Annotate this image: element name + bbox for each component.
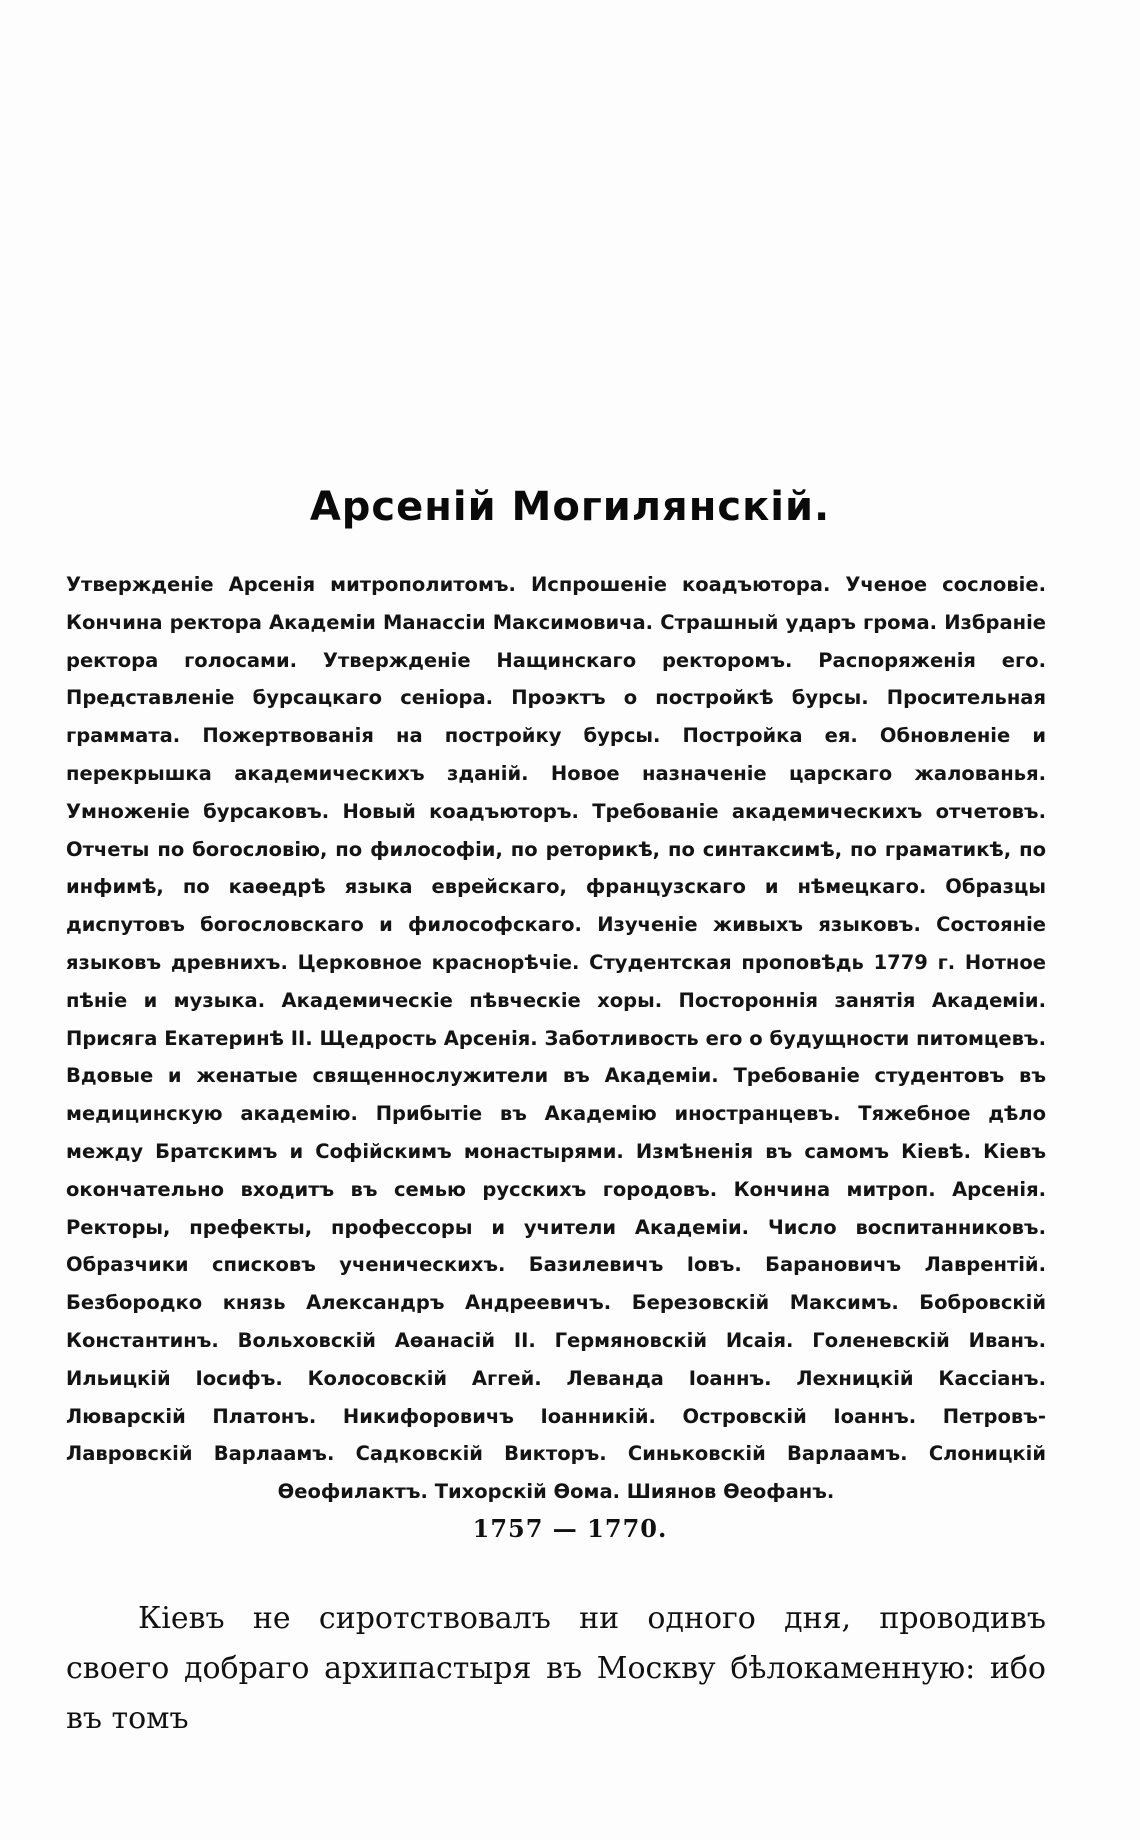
- body-paragraph: Кіевъ не сиротствовалъ ни одного дня, проводивъ своего добраго архипастыря въ Москву бѣлокаменную: ибо въ томъ: [66, 1601, 1046, 1736]
- chapter-summary: Утвержденіе Арсенія митрополитомъ. Испрошеніе коадъютора. Ученое сословіе. Кончина ректора Академіи Манассіи Максимовича. Страшный ударъ грома. Избраніе ректора голосами. Утвержденіе Нащинскаго ректоромъ. Распоряженія его. Представленіе бурсацкаго сеніора. Проэктъ о постройкѣ бурсы. Просительная граммата. Пожертвованія на постройку бурсы. Постройка ея. Обновленіе и перекрышка академическихъ зданій. Новое назначеніе царскаго жалованья. Умноженіе бурсаковъ. Новый коадъюторъ. Требованіе академическихъ отчетовъ. Отчеты по богословію, по философіи, по реторикѣ, по синтаксимѣ, по граматикѣ, по инфимѣ, по каѳедрѣ языка еврейскаго, французскаго и нѣмецкаго. Образцы диспутовъ богословскаго и философскаго. Изученіе живыхъ языковъ. Состояніе языковъ древнихъ. Церковное краснорѣчіе. Студентская проповѣдь 1779 г. Нотное пѣніе и музыка. Академическіе пѣвческіе хоры. Постороннія занятія Академіи. Присяга Екатеринѣ II. Щедрость Арсенія. Заботливость его о будущности питомцевъ. Вдовые и женатые священнослужители въ Академіи. Требованіе студентовъ въ медицинскую академію. Прибытіе въ Академію иностранцевъ. Тяжебное дѣло между Братскимъ и Софійскимъ монастырями. Измѣненія въ самомъ Кіевѣ. Кіевъ окончательно входитъ въ семью русскихъ городовъ. Кончина митроп. Арсенія. Ректоры, префекты, профессоры и учители Академіи. Число воспитанниковъ. Образчики списковъ ученическихъ. Базилевичъ Іовъ. Барановичъ Лаврентій. Безбородко князь Александръ Андреевичъ. Березовскій Максимъ. Бобровскій Константинъ. Вольховскій Аѳанасій II. Гермяновскій Исаія. Голеневскій Иванъ. Ильицкій Іосифъ. Колосовскій Аггей. Леванда Іоаннъ. Лехницкій Кассіанъ. Люварскій Платонъ. Никифоровичъ Іоанникій. Островскій Іоаннъ. Петровъ-Лавровскій Варлаамъ. Садковскій Викторъ. Синьковскій Варлаамъ. Слоницкій Ѳеофилактъ. Тихорскій Ѳома. Шиянов Ѳеофанъ.: [66, 573, 1046, 1504]
- chapter-years: 1757 — 1770.: [472, 1514, 668, 1543]
- chapter-title: Арсеній Могилянскій.: [309, 484, 831, 530]
